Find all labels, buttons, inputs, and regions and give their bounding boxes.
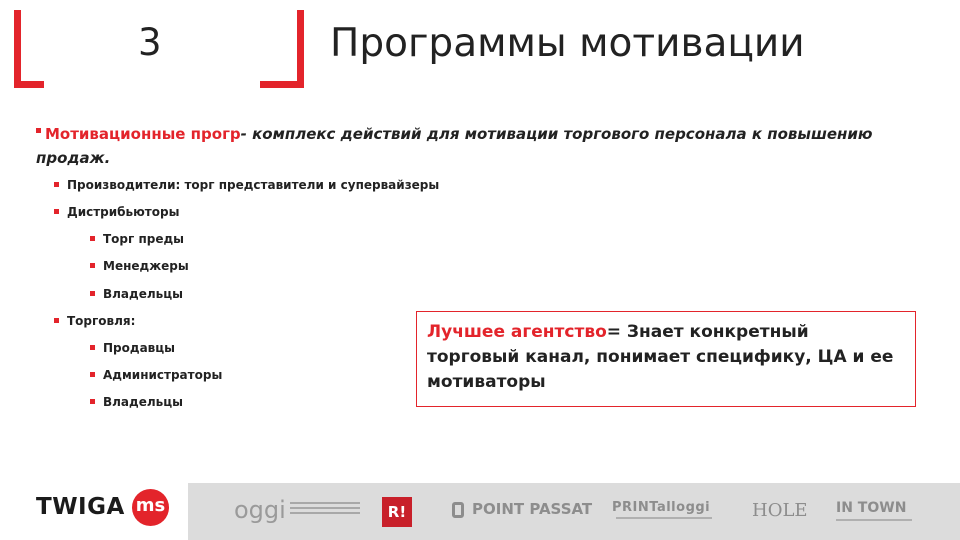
lead-paragraph — [36, 122, 916, 170]
r-logo: R! — [382, 497, 412, 527]
slide-title: Программы мотивации — [330, 21, 805, 66]
point-passat-icon — [452, 502, 464, 518]
left-bracket-decoration — [14, 10, 44, 88]
lead-term: Мотивационные прогр — [45, 125, 241, 143]
list-item: Администраторы — [90, 368, 222, 382]
callout-text: = Знает конкретный торговый канал, понимает специфику, ЦА и ее мотиваторы — [427, 322, 894, 392]
oggi-logo: oggi — [234, 496, 286, 524]
list-item: Менеджеры — [90, 259, 189, 273]
in-town-tagline-graphic — [836, 519, 912, 521]
list-item: Производители: торг представители и супервайзеры — [54, 178, 439, 192]
list-item: Дистрибьюторы — [54, 205, 179, 219]
list-item: Торг преды — [90, 232, 184, 246]
print-alloggi-logo: PRINTalloggi — [612, 500, 711, 515]
list-item: Владельцы — [90, 287, 183, 301]
bullet-marker — [36, 128, 41, 133]
callout-box — [416, 311, 916, 407]
right-bracket-decoration — [260, 10, 304, 88]
ms-badge-logo: ms — [132, 489, 169, 526]
callout-accent: Лучшее агентство — [427, 322, 607, 342]
list-item: Владельцы — [90, 395, 183, 409]
lead-continuation: продаж. — [36, 149, 111, 167]
lead-definition: - комплекс действий для мотивации торгового персонала к повышению — [240, 125, 873, 143]
oggi-tagline-graphic — [290, 502, 360, 522]
slide-number: 3 — [138, 21, 162, 64]
hole-logo: HOLE — [752, 500, 808, 521]
twiga-logo: TWIGA — [36, 494, 125, 520]
print-alloggi-tagline-graphic — [616, 517, 712, 519]
in-town-logo: IN TOWN — [836, 500, 907, 516]
list-item: Торговля: — [54, 314, 135, 328]
point-passat-logo: POINT PASSAT — [472, 500, 593, 518]
list-item: Продавцы — [90, 341, 175, 355]
